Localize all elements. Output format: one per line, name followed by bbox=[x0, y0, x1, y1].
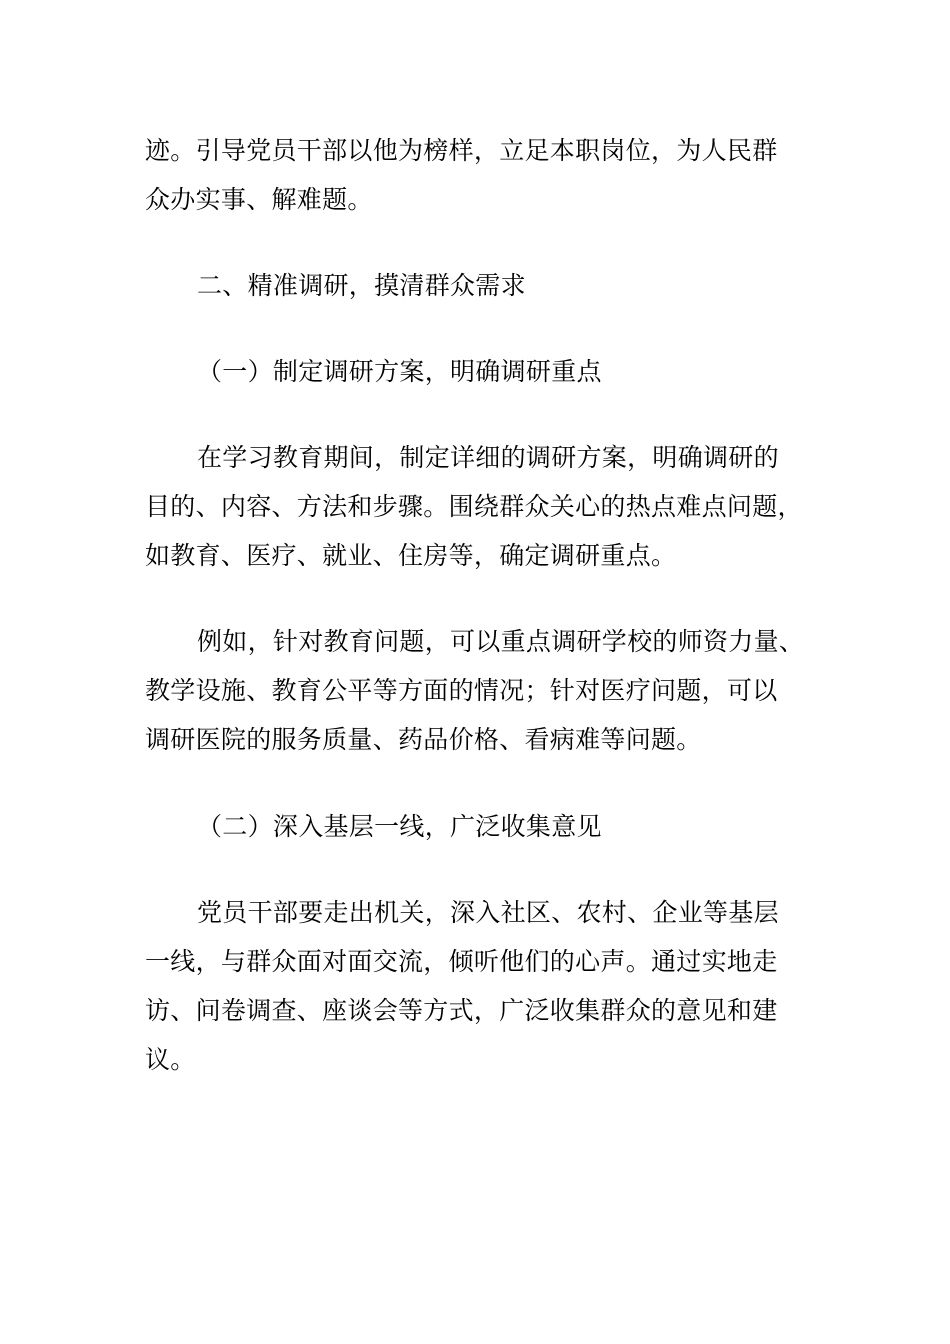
paragraph-line: 调研医院的服务质量、药品价格、看病难等问题。 bbox=[145, 725, 702, 754]
paragraph-line: 众办实事、解难题。 bbox=[145, 185, 373, 214]
paragraph-line: 访、问卷调查、座谈会等方式，广泛收集群众的意见和建 bbox=[145, 996, 778, 1025]
paragraph-line: 一线，与群众面对面交流，倾听他们的心声。通过实地走 bbox=[145, 947, 778, 976]
paragraph-line: 在学习教育期间，制定详细的调研方案，明确调研的 bbox=[197, 443, 779, 472]
paragraph-line: 如教育、医疗、就业、住房等，确定调研重点。 bbox=[145, 541, 677, 570]
paragraph-line: 教学设施、教育公平等方面的情况；针对医疗问题，可以 bbox=[145, 676, 778, 705]
section-heading: 二、精准调研，摸清群众需求 bbox=[197, 271, 526, 300]
subsection-heading: （一）制定调研方案，明确调研重点 bbox=[197, 357, 602, 386]
paragraph-line: 党员干部要走出机关，深入社区、农村、企业等基层 bbox=[197, 898, 779, 927]
paragraph-line: 迹。引导党员干部以他为榜样，立足本职岗位，为人民群 bbox=[145, 136, 778, 165]
paragraph-line: 议。 bbox=[145, 1045, 196, 1074]
subsection-heading: （二）深入基层一线，广泛收集意见 bbox=[197, 812, 602, 841]
paragraph-line: 例如，针对教育问题，可以重点调研学校的师资力量、 bbox=[197, 627, 805, 656]
paragraph-line: 目的、内容、方法和步骤。围绕群众关心的热点难点问题， bbox=[145, 492, 803, 521]
